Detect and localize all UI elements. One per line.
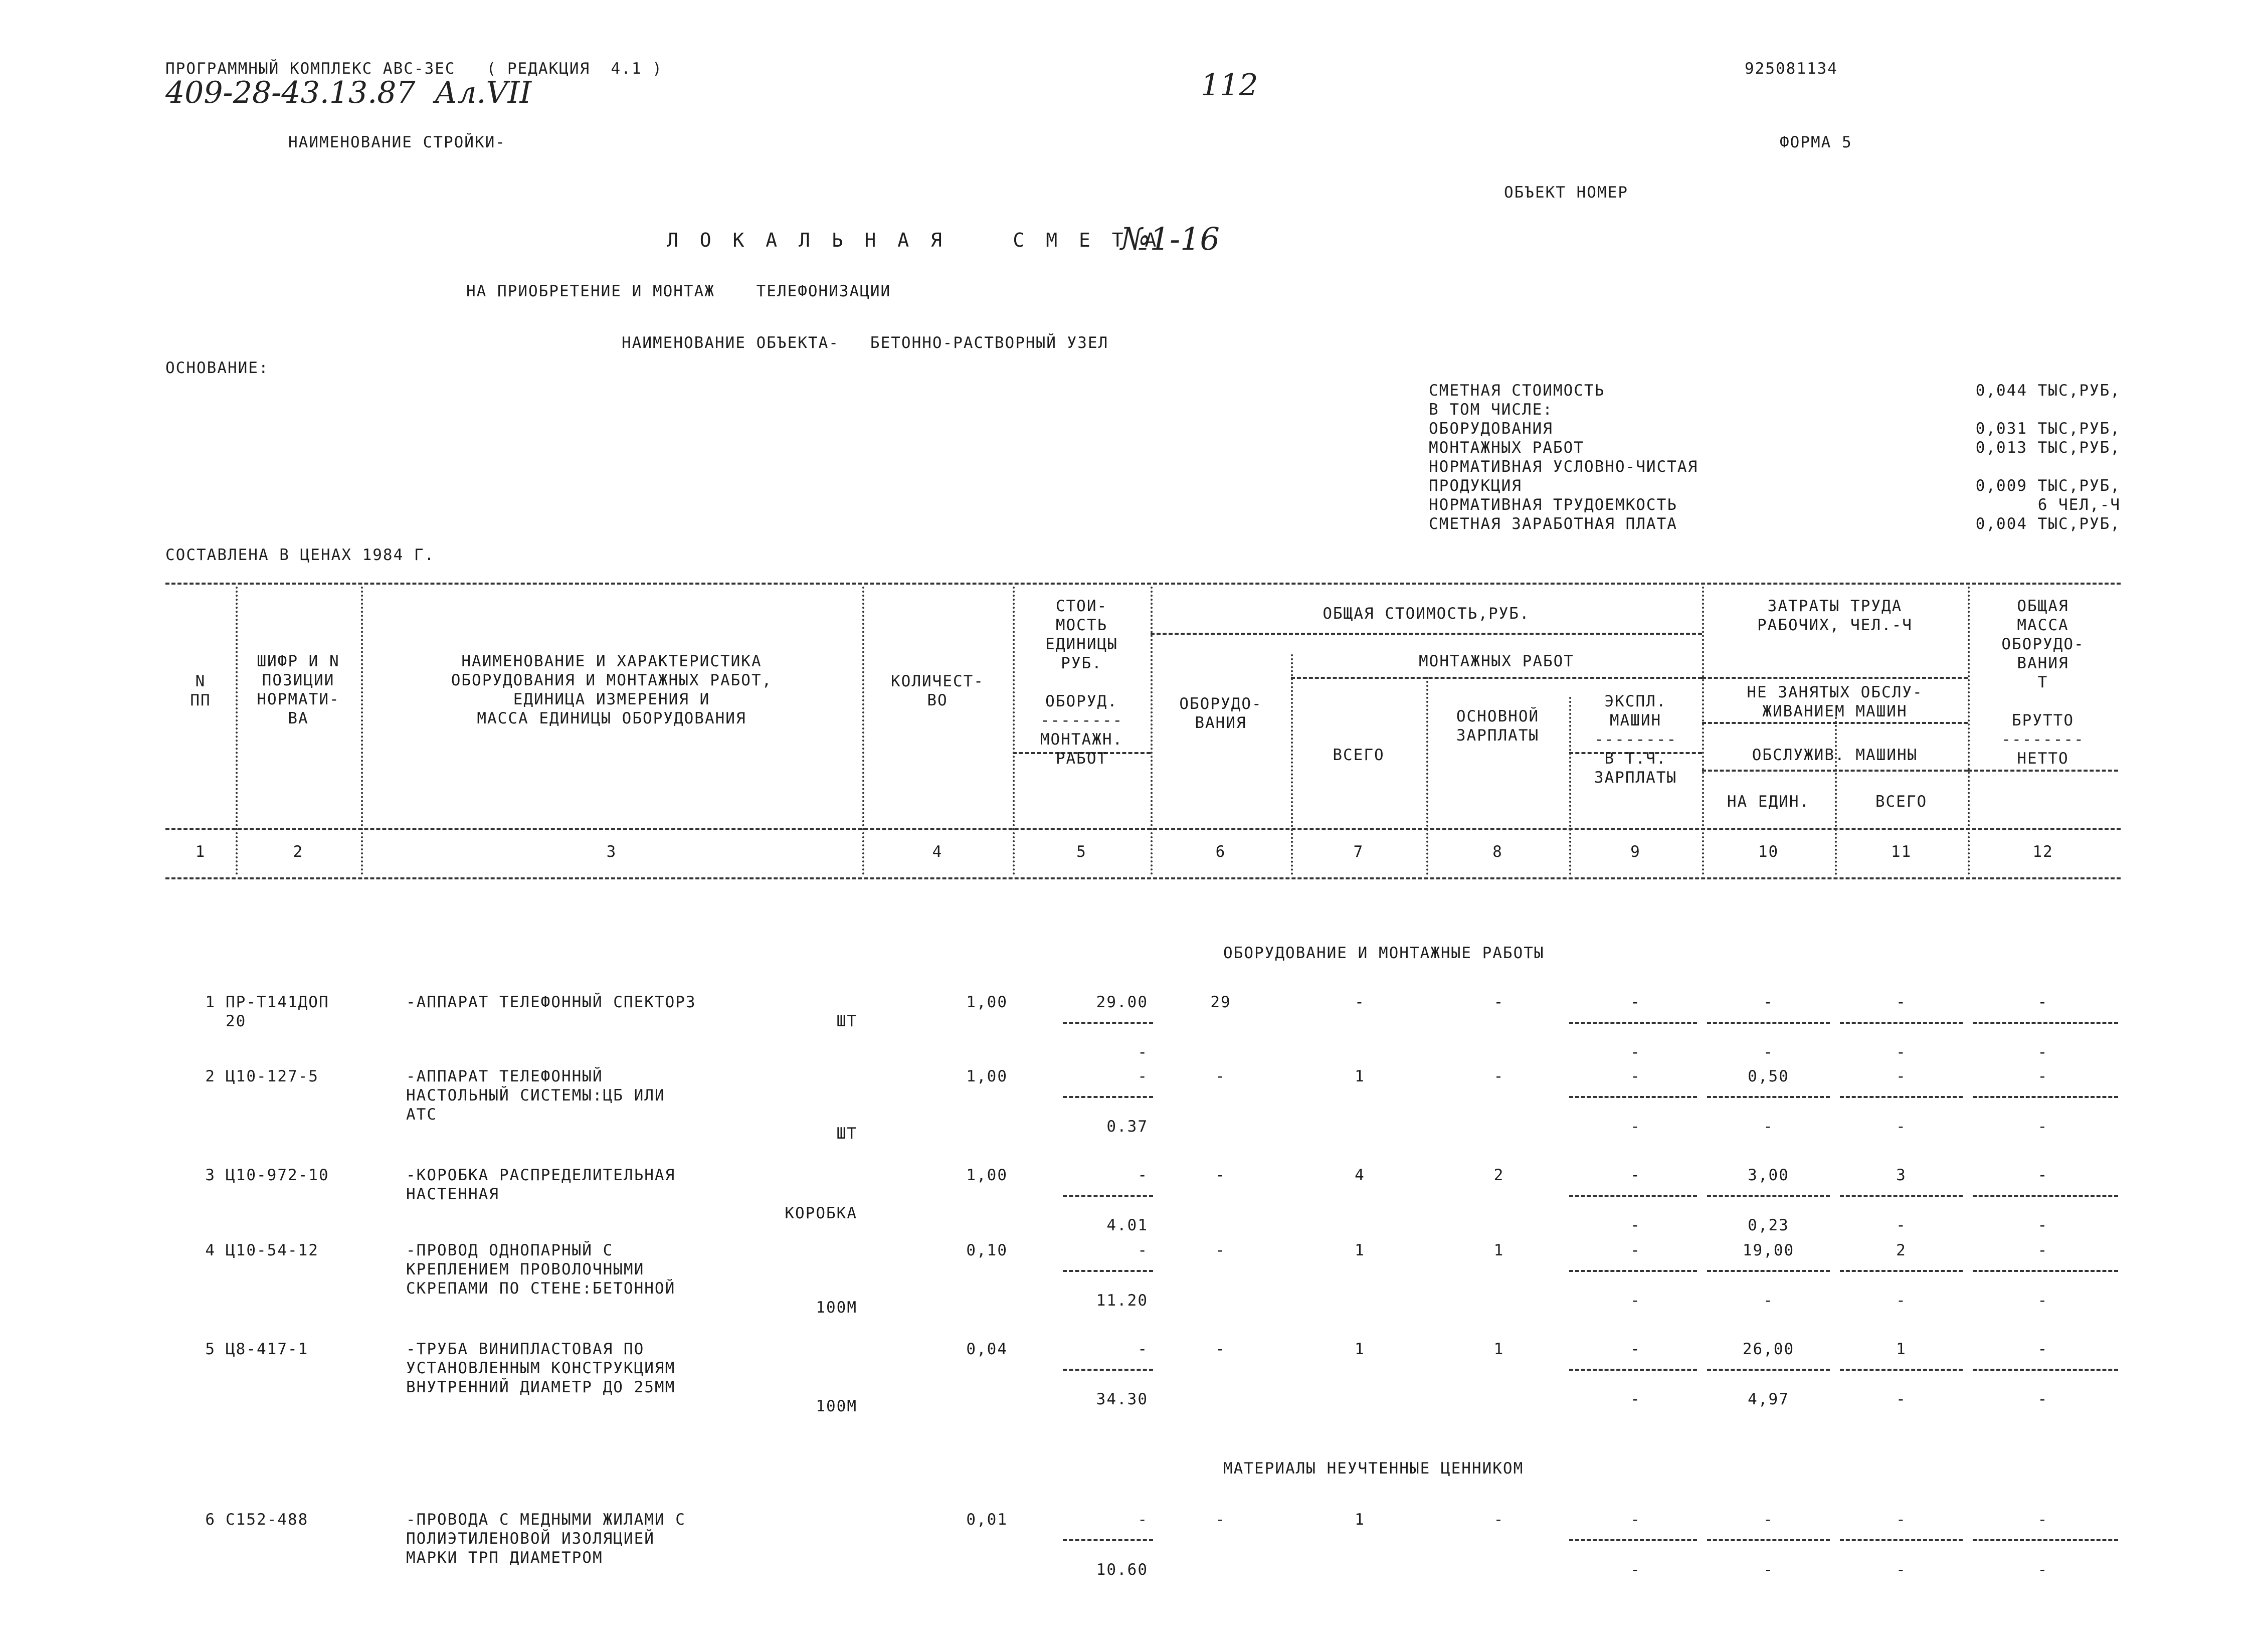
row-value-top: -	[2037, 1067, 2048, 1085]
row-value-bottom: -	[1763, 1561, 1774, 1579]
estimate-number: №1-16	[1120, 221, 1220, 257]
row-name: -ТРУБА ВИНИПЛАСТОВАЯ ПО УСТАНОВЛЕННЫМ КОНСТРУКЦИЯМ ВНУТРЕННИЙ ДИАМЕТР ДО 25ММ	[406, 1340, 676, 1396]
row-value-top: -	[1896, 1511, 1907, 1529]
section-title: ОБОРУДОВАНИЕ И МОНТАЖНЫЕ РАБОТЫ	[1223, 944, 1545, 962]
document-number: 925081134	[1745, 60, 1838, 78]
row-cell-divider	[1569, 1539, 1697, 1541]
column-number: 12	[2032, 843, 2053, 861]
row-value-top: 3,00	[1748, 1166, 1789, 1184]
row-mounting-total: 1	[1355, 1340, 1365, 1358]
row-quantity: 1,00	[966, 1166, 1008, 1184]
header-col-base-salary: ОСНОВНОЙ ЗАРПЛАТЫ	[1456, 707, 1540, 745]
row-cell-divider	[1707, 1022, 1830, 1024]
row-cell-divider	[1569, 1270, 1697, 1272]
row-cell-divider	[1707, 1539, 1830, 1541]
row-value-bottom: -	[1630, 1390, 1641, 1408]
row-quantity: 0,10	[966, 1241, 1008, 1259]
row-value-top: -	[2037, 1340, 2048, 1358]
row-cell-divider	[1840, 1539, 1963, 1541]
row-value-bottom: 4,97	[1748, 1390, 1789, 1408]
row-code: Ц8-417-1	[226, 1340, 309, 1358]
row-equipment-unit-cost: -	[1138, 1511, 1148, 1529]
price-basis: СОСТАВЛЕНА В ЦЕНАХ 1984 Г.	[165, 546, 435, 564]
summary-label: СМЕТНАЯ ЗАРАБОТНАЯ ПЛАТА	[1429, 515, 1677, 533]
row-cell-divider	[1569, 1369, 1697, 1371]
row-mounting-unit-cost: 34.30	[1096, 1390, 1148, 1408]
row-value-bottom: -	[2037, 1390, 2048, 1408]
construction-label: НАИМЕНОВАНИЕ СТРОЙКИ-	[288, 133, 506, 151]
page-number: 112	[1201, 68, 1258, 103]
row-cell-divider	[1973, 1369, 2118, 1371]
row-value-top: -	[1630, 1241, 1641, 1259]
row-value-bottom: -	[2037, 1043, 2048, 1061]
row-value-bottom: -	[1763, 1292, 1774, 1310]
row-code: С152-488	[226, 1511, 309, 1529]
row-value-bottom: 0,23	[1748, 1216, 1789, 1234]
row-value-bottom: -	[1896, 1292, 1907, 1310]
header-col-total: ВСЕГО	[1333, 746, 1385, 764]
row-number: 2	[205, 1067, 216, 1085]
row-equipment-unit-cost: -	[1138, 1340, 1148, 1358]
summary-label: НОРМАТИВНАЯ УСЛОВНО-ЧИСТАЯ	[1429, 458, 1699, 476]
row-value-bottom: -	[1896, 1390, 1907, 1408]
row-cell-divider	[1840, 1369, 1963, 1371]
estimate-subtitle: НА ПРИОБРЕТЕНИЕ И МОНТАЖ ТЕЛЕФОНИЗАЦИИ	[466, 282, 891, 300]
column-number: 6	[1215, 843, 1226, 861]
row-number: 5	[205, 1340, 216, 1358]
row-name: -АППАРАТ ТЕЛЕФОННЫЙ НАСТОЛЬНЫЙ СИСТЕМЫ:ЦБ ИЛИ АТС	[406, 1067, 665, 1124]
column-number: 1	[195, 843, 206, 861]
row-name: -ПРОВОД ОДНОПАРНЫЙ С КРЕПЛЕНИЕМ ПРОВОЛОЧНЫМИ СКРЕПАМИ ПО СТЕНЕ:БЕТОННОЙ	[406, 1241, 676, 1298]
object-number-label: ОБЪЕКТ НОМЕР	[1504, 183, 1628, 202]
row-mounting-unit-cost: 4.01	[1106, 1216, 1148, 1234]
summary-value: 0,031 ТЫС,РУБ,	[1975, 420, 2121, 438]
row-value-top: -	[1630, 1067, 1641, 1085]
row-cell-divider	[1840, 1270, 1963, 1272]
row-name: -АППАРАТ ТЕЛЕФОННЫЙ СПЕКТОРЗ	[406, 993, 696, 1011]
row-value-top: -	[1630, 993, 1641, 1011]
form-label: ФОРМА 5	[1780, 133, 1852, 151]
row-equipment-cost: -	[1215, 1340, 1226, 1358]
row-value-bottom: -	[2037, 1561, 2048, 1579]
row-number: 1	[205, 993, 216, 1011]
column-number: 10	[1758, 843, 1779, 861]
row-name: -КОРОБКА РАСПРЕДЕЛИТЕЛЬНАЯ НАСТЕННАЯ	[406, 1166, 676, 1203]
row-value-bottom: -	[1630, 1216, 1641, 1234]
column-number: 5	[1076, 843, 1087, 861]
column-number: 11	[1891, 843, 1912, 861]
column-number: 8	[1492, 843, 1503, 861]
row-value-bottom: -	[1896, 1043, 1907, 1061]
header-col-machines: ЭКСПЛ. МАШИН -------- В Т.Ч. ЗАРПЛАТЫ	[1594, 692, 1677, 787]
row-number: 4	[205, 1241, 216, 1259]
row-cost-divider	[1063, 1270, 1153, 1272]
row-cell-divider	[1840, 1195, 1963, 1197]
row-value-bottom: -	[1896, 1118, 1907, 1136]
row-equipment-unit-cost: -	[1138, 1166, 1148, 1184]
header-labor-costs: ЗАТРАТЫ ТРУДА РАБОЧИХ, ЧЕЛ.-Ч	[1757, 597, 1913, 634]
row-value-bottom: -	[1630, 1118, 1641, 1136]
header-col-code: ШИФР И N ПОЗИЦИИ НОРМАТИ- ВА	[257, 652, 340, 727]
row-cell-divider	[1973, 1270, 2118, 1272]
row-value-bottom: -	[1896, 1216, 1907, 1234]
summary-label: В ТОМ ЧИСЛЕ:	[1429, 401, 1553, 419]
row-cost-divider	[1063, 1539, 1153, 1541]
row-unit: 100М	[816, 1299, 857, 1317]
column-number: 2	[293, 843, 304, 861]
row-unit: КОРОБКА	[785, 1204, 857, 1222]
row-value-top: 0,50	[1748, 1067, 1789, 1085]
row-cell-divider	[1840, 1096, 1963, 1098]
handwritten-code: 409-28-43.13.87 Ал.VII	[165, 75, 532, 110]
header-col-name: НАИМЕНОВАНИЕ И ХАРАКТЕРИСТИКА ОБОРУДОВАНИЯ И МОНТАЖНЫХ РАБОТ, ЕДИНИЦА ИЗМЕРЕНИЯ И МАССА ЕДИНИЦЫ ОБОРУДОВАНИЯ	[451, 652, 773, 727]
row-equipment-cost: -	[1215, 1241, 1226, 1259]
row-mounting-unit-cost: -	[1138, 1043, 1148, 1061]
row-value-top: -	[1630, 1166, 1641, 1184]
row-cell-divider	[1707, 1369, 1830, 1371]
row-code: Ц10-54-12	[226, 1241, 319, 1259]
row-value-top: -	[1896, 993, 1907, 1011]
row-equipment-cost: -	[1215, 1067, 1226, 1085]
row-base-salary: -	[1493, 1067, 1504, 1085]
summary-label: СМЕТНАЯ СТОИМОСТЬ	[1429, 382, 1605, 400]
row-equipment-cost: -	[1215, 1511, 1226, 1529]
row-unit: ШТ	[836, 1125, 857, 1143]
header-col-labor-total: ВСЕГО	[1875, 793, 1928, 811]
row-value-bottom: -	[2037, 1118, 2048, 1136]
row-unit: 100М	[816, 1397, 857, 1415]
row-cost-divider	[1063, 1096, 1153, 1098]
row-quantity: 1,00	[966, 1067, 1008, 1085]
section-title: МАТЕРИАЛЫ НЕУЧТЕННЫЕ ЦЕННИКОМ	[1223, 1459, 1524, 1478]
row-cell-divider	[1707, 1270, 1830, 1272]
object-name: НАИМЕНОВАНИЕ ОБЪЕКТА- БЕТОННО-РАСТВОРНЫЙ УЗЕЛ	[622, 334, 1109, 352]
row-quantity: 1,00	[966, 993, 1008, 1011]
row-value-top: -	[1896, 1067, 1907, 1085]
header-col-quantity: КОЛИЧЕСТ- ВО	[891, 672, 984, 709]
row-cell-divider	[1569, 1195, 1697, 1197]
row-equipment-cost: 29	[1210, 993, 1231, 1011]
row-base-salary: 2	[1493, 1166, 1504, 1184]
header-total-cost: ОБЩАЯ СТОИМОСТЬ,РУБ.	[1323, 605, 1530, 623]
row-base-salary: 1	[1493, 1340, 1504, 1358]
header-col-mass: ОБЩАЯ МАССА ОБОРУДО- ВАНИЯ Т БРУТТО -------- НЕТТО	[2001, 597, 2085, 768]
row-cell-divider	[1707, 1195, 1830, 1197]
row-value-top: -	[2037, 1511, 2048, 1529]
row-value-bottom: -	[1763, 1118, 1774, 1136]
row-value-top: 2	[1896, 1241, 1907, 1259]
summary-label: МОНТАЖНЫХ РАБОТ	[1429, 439, 1584, 457]
header-mounting-works: МОНТАЖНЫХ РАБОТ	[1419, 652, 1574, 670]
row-cost-divider	[1063, 1195, 1153, 1197]
header-labor-not-machines: НЕ ЗАНЯТЫХ ОБСЛУ- ЖИВАНИЕМ МАШИН	[1747, 683, 1923, 720]
summary-value: 6 ЧЕЛ,-Ч	[2037, 496, 2121, 514]
row-cell-divider	[1973, 1539, 2118, 1541]
column-number: 3	[606, 843, 617, 861]
row-cell-divider	[1707, 1096, 1830, 1098]
row-value-bottom: -	[1630, 1561, 1641, 1579]
row-base-salary: -	[1493, 1511, 1504, 1529]
row-value-bottom: -	[2037, 1216, 2048, 1234]
row-equipment-unit-cost: -	[1138, 1067, 1148, 1085]
row-quantity: 0,01	[966, 1511, 1008, 1529]
row-equipment-cost: -	[1215, 1166, 1226, 1184]
row-value-top: -	[1763, 1511, 1774, 1529]
row-quantity: 0,04	[966, 1340, 1008, 1358]
basis-label: ОСНОВАНИЕ:	[165, 359, 269, 377]
row-value-top: 3	[1896, 1166, 1907, 1184]
row-code: Ц10-127-5	[226, 1067, 319, 1085]
row-value-bottom: -	[1630, 1043, 1641, 1061]
row-base-salary: 1	[1493, 1241, 1504, 1259]
row-mounting-total: 4	[1355, 1166, 1365, 1184]
row-mounting-unit-cost: 10.60	[1096, 1561, 1148, 1579]
summary-label: ПРОДУКЦИЯ	[1429, 477, 1522, 495]
summary-value: 0,009 ТЫС,РУБ,	[1975, 477, 2121, 495]
row-name: -ПРОВОДА С МЕДНЫМИ ЖИЛАМИ С ПОЛИЭТИЛЕНОВОЙ ИЗОЛЯЦИЕЙ МАРКИ ТРП ДИАМЕТРОМ	[406, 1511, 686, 1567]
row-number: 3	[205, 1166, 216, 1184]
row-mounting-total: 1	[1355, 1067, 1365, 1085]
row-cost-divider	[1063, 1369, 1153, 1371]
row-value-top: -	[1763, 993, 1774, 1011]
row-value-top: 26,00	[1742, 1340, 1795, 1358]
row-cell-divider	[1569, 1022, 1697, 1024]
row-cell-divider	[1973, 1195, 2118, 1197]
row-cell-divider	[1840, 1022, 1963, 1024]
row-value-top: -	[2037, 1241, 2048, 1259]
header-col-per-unit: НА ЕДИН.	[1727, 793, 1810, 811]
row-value-top: 19,00	[1742, 1241, 1795, 1259]
row-value-top: 1	[1896, 1340, 1907, 1358]
row-value-top: -	[1630, 1340, 1641, 1358]
row-value-bottom: -	[1630, 1292, 1641, 1310]
row-code: Ц10-972-10	[226, 1166, 329, 1184]
row-base-salary: -	[1493, 993, 1504, 1011]
header-labor-machines: ОБСЛУЖИВ. МАШИНЫ	[1752, 746, 1918, 764]
program-name: ПРОГРАММНЫЙ КОМПЛЕКС АВС-3ЕС ( РЕДАКЦИЯ 4.1 )	[165, 60, 663, 78]
header-col-unit-cost: СТОИ- МОСТЬ ЕДИНИЦЫ РУБ. ОБОРУД. -------- МОНТАЖН. РАБОТ	[1040, 597, 1123, 768]
summary-label: ОБОРУДОВАНИЯ	[1429, 420, 1553, 438]
row-mounting-total: 1	[1355, 1511, 1365, 1529]
summary-label: НОРМАТИВНАЯ ТРУДОЕМКОСТЬ	[1429, 496, 1677, 514]
summary-value: 0,044 ТЫС,РУБ,	[1975, 382, 2121, 400]
row-value-top: -	[2037, 1166, 2048, 1184]
row-code: ПР-Т141ДОП 20	[226, 993, 329, 1030]
row-equipment-unit-cost: 29.00	[1096, 993, 1148, 1011]
row-cost-divider	[1063, 1022, 1153, 1024]
header-col-number: N ПП	[190, 672, 211, 709]
column-number: 4	[932, 843, 943, 861]
summary-value: 0,004 ТЫС,РУБ,	[1975, 515, 2121, 533]
row-equipment-unit-cost: -	[1138, 1241, 1148, 1259]
row-mounting-total: -	[1355, 993, 1365, 1011]
row-mounting-unit-cost: 0.37	[1106, 1118, 1148, 1136]
header-col-equipment: ОБОРУДО- ВАНИЯ	[1179, 695, 1262, 732]
column-number: 7	[1353, 843, 1364, 861]
row-number: 6	[205, 1511, 216, 1529]
row-cell-divider	[1973, 1096, 2118, 1098]
row-value-bottom: -	[1763, 1043, 1774, 1061]
document-title: Л О К А Л Ь Н А Я С М Е Т А	[667, 229, 1162, 251]
row-mounting-unit-cost: 11.20	[1096, 1292, 1148, 1310]
row-unit: ШТ	[836, 1012, 857, 1030]
row-mounting-total: 1	[1355, 1241, 1365, 1259]
summary-value: 0,013 ТЫС,РУБ,	[1975, 439, 2121, 457]
column-number: 9	[1630, 843, 1641, 861]
row-value-top: -	[1630, 1511, 1641, 1529]
row-cell-divider	[1973, 1022, 2118, 1024]
row-value-bottom: -	[1896, 1561, 1907, 1579]
row-value-bottom: -	[2037, 1292, 2048, 1310]
row-cell-divider	[1569, 1096, 1697, 1098]
row-value-top: -	[2037, 993, 2048, 1011]
